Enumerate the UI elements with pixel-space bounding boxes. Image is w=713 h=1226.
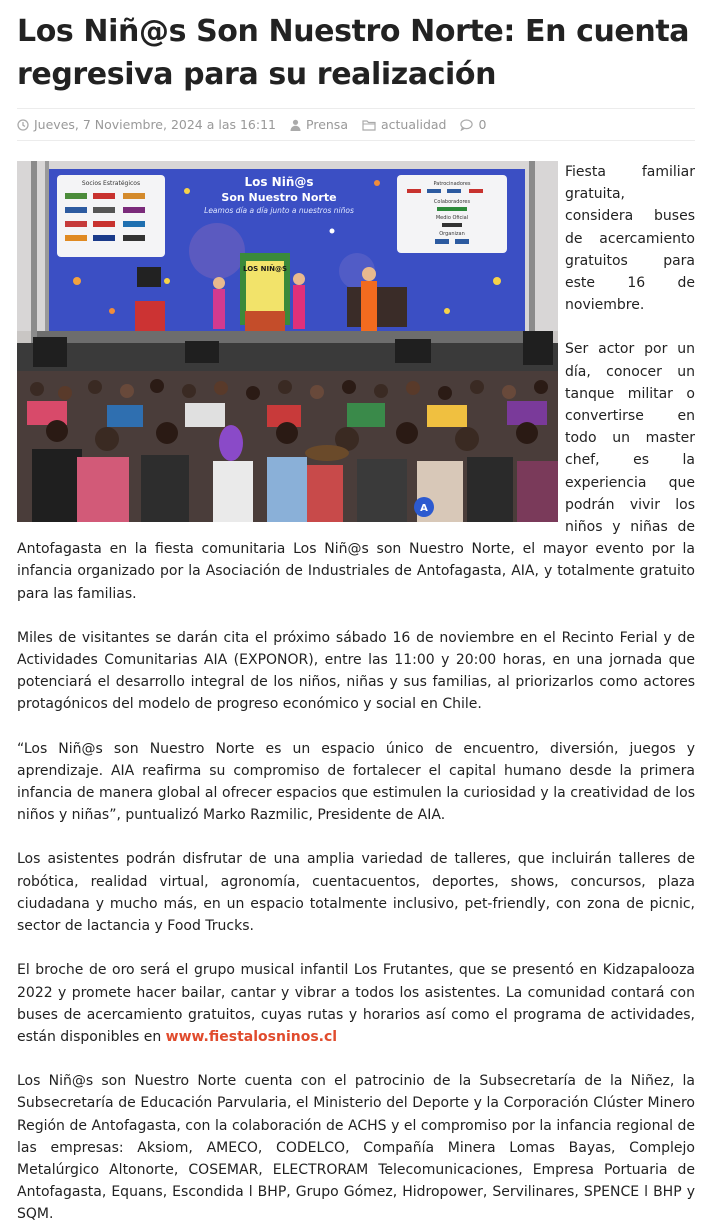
meta-category-link[interactable]: actualidad xyxy=(380,117,447,132)
svg-text:A: A xyxy=(420,503,428,514)
meta-category[interactable] xyxy=(362,117,447,132)
meta-date-text: Jueves, 7 Noviembre, 2024 a las 16:11 xyxy=(34,117,277,132)
paragraph-3: “Los Niñ@s son Nuestro Norte es un espacio único de encuentro, diversión, juegos y aprendizaje. AIA reafirma su compromiso de fortalecer el capital humano desde la primera infancia de manera global al ofrecer espacios que estimulen la curiosidad y la creatividad de los niños y niñas”, puntualizó Marko Razmilic, Presidente de AIA. xyxy=(17,740,695,824)
article-meta xyxy=(17,108,695,141)
paragraph-1: Ser actor por un día, conocer un tanque militar o convertirse en todo un master chef, es la experiencia que podrán vivir los niños y niñas de Antofagasta en la fiesta comunitaria Los Niñ@s son Nuestro Norte, el mayor evento por la infancia organizado por la Asociación de Industriales de Antofagasta, AIA, y totalmente gratuito para las familias. xyxy=(17,341,695,602)
meta-comments-count[interactable]: 0 xyxy=(478,117,487,132)
banner-left-header: Socios Estratégicos xyxy=(81,180,141,187)
meta-date xyxy=(17,117,276,132)
banner-right-header-2: Colaboradores xyxy=(433,199,471,205)
banner-right-header-4: Organizan xyxy=(439,231,465,237)
meta-author[interactable] xyxy=(290,117,348,132)
article-title: Los Niñ@s Son Nuestro Norte: En cuenta regresiva para su realización xyxy=(17,14,690,92)
banner-right-header-3: Medio Oficial xyxy=(435,215,469,221)
paragraph-5-text: El broche de oro será el grupo musical infantil Los Frutantes, que se presentó en Kidzapalooza 2022 y promete hacer bailar, cantar y vibrar a todos los asistentes. La comunidad contará con buses de acercamiento gratuitos, cuyas rutas y horarios así como el programa de actividades, están disponibles en xyxy=(17,962,695,1045)
banner-title-1: Los Niñ@s xyxy=(244,175,314,189)
comment-icon xyxy=(460,119,473,131)
lead-paragraph: Fiesta familiar gratuita, considera buses de acercamiento gratuitos para este 16 de noviembre. xyxy=(565,164,695,314)
paragraph-5 xyxy=(17,959,695,1048)
article-body xyxy=(17,161,695,1226)
svg-text:LOS NIÑ@S: LOS NIÑ@S xyxy=(242,265,288,273)
event-website-link[interactable]: www.fiestalosninos.cl xyxy=(165,1028,338,1045)
banner-right-header-1: Patrocinadores xyxy=(433,181,471,187)
folder-icon xyxy=(362,119,376,131)
event-photo xyxy=(17,161,558,522)
banner-title-2: Son Nuestro Norte xyxy=(221,191,337,204)
user-icon xyxy=(290,119,301,131)
paragraph-2: Miles de visitantes se darán cita el próximo sábado 16 de noviembre en el Recinto Ferial y de Actividades Comunitarias AIA (EXPONOR), entre las 11:00 y 20:00 horas, en una jornada que potenciará el desarrollo integral de los niños, niñas y sus familias, al priorizarlos como actores protagónicos del modelo de progreso económico y social en Chile. xyxy=(17,629,695,713)
meta-author-link[interactable]: Prensa xyxy=(306,117,348,132)
meta-comments[interactable] xyxy=(460,117,486,132)
paragraph-6: Los Niñ@s son Nuestro Norte cuenta con el patrocinio de la Subsecretaría de la Niñez, la Subsecretaría de Educación Parvularia, el Ministerio del Deporte y la Corporación Clúster Minero Región de Antofagasta, con la colaboración de ACHS y el compromiso por la infancia regional de las empresas: Aksiom, AMECO, CODELCO, Compañía Minera Lomas Bayas, Complejo Metalúrgico Altonorte, COSEMAR, ELECTRORAM Telecomunicaciones, Empresa Portuaria de Antofagasta, Equans, Escondida l BHP, Grupo Gómez, Hidropower, Servilinares, SPENCE l BHP y SQM. xyxy=(17,1073,695,1223)
paragraph-4: Los asistentes podrán disfrutar de una amplia variedad de talleres, que incluirán talleres de robótica, realidad virtual, agronomía, cuentacuentos, deportes, shows, concursos, plaza ciudadana y mucho más, en un espacio totalmente inclusivo, pet-friendly, con zona de picnic, sector de lactancia y Food Trucks. xyxy=(17,851,695,935)
banner-tagline: Leamos día a día junto a nuestros niños xyxy=(204,206,354,215)
clock-icon xyxy=(17,119,29,131)
